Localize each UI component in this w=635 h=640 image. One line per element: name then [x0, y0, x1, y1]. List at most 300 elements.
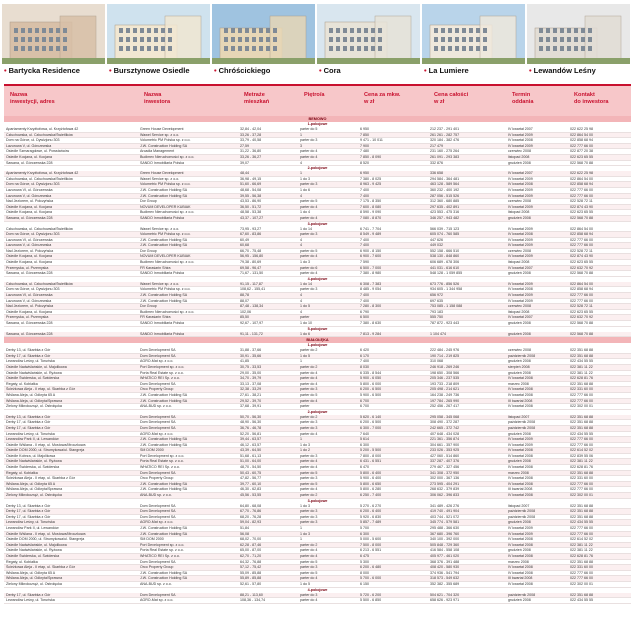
- table-cell: Osiedle Kocjana, ul. Kocjana: [6, 204, 52, 209]
- table-cell: 48,70 - 54,50: [240, 465, 262, 470]
- table-cell: Przemyska, ul. Przemyska: [6, 265, 49, 270]
- table-cell: 022 858 68 94: [570, 287, 593, 292]
- table-cell: 8 590 - 9 090: [360, 210, 382, 215]
- table-cell: IV kwartał 2009: [508, 193, 533, 198]
- table-cell: FR Karaśarin Shira: [140, 315, 171, 320]
- table-cell: 37,68 - 39,91: [240, 404, 262, 409]
- table-cell: 43,53 - 86,90: [240, 199, 262, 204]
- table-cell: 29,00 - 35,00: [240, 370, 262, 375]
- table-cell: 022 568 70 88: [570, 215, 593, 220]
- table-cell: 6 700: [360, 404, 369, 409]
- table-cell: 022 777 66 00: [570, 193, 593, 198]
- table-cell: 505 848 - 729 360: [430, 542, 460, 547]
- table-cell: IV kwartał 2009: [508, 226, 533, 231]
- table-cell: 6 741 - 7 704: [360, 226, 382, 231]
- header-price-total: Cena całości w zł: [434, 92, 469, 105]
- table-cell: IV kwartał 2008: [508, 387, 533, 392]
- table-cell: 39,07: [240, 160, 249, 165]
- header-area: Metraże mieszkań: [244, 92, 270, 105]
- table-cell: 297 635 - 402 891: [430, 204, 460, 209]
- table-cell: Osiedle Świderska, ul. Świderska: [6, 553, 60, 558]
- table-cell: 5 800 - 6 400: [360, 470, 382, 475]
- table-cell: 1: [300, 526, 302, 530]
- table-cell: parter do 3: [300, 453, 318, 458]
- table-cell: 407 648 - 434 028: [430, 431, 460, 436]
- table-cell: 022 858 68 94: [570, 232, 593, 237]
- table-cell: Lewandów Leśny, ul. Toruńska: [6, 598, 55, 603]
- table-cell: 46,30 - 62,83: [240, 487, 262, 492]
- table-cell: 022 434 55 55: [570, 520, 593, 525]
- table-cell: 221 361 - 356 874: [430, 437, 460, 442]
- table-cell: listopad 2008: [508, 210, 530, 215]
- table-cell: 673 776 - 856 526: [430, 281, 460, 286]
- table-cell: Dom Development SA: [140, 470, 176, 475]
- project-photo: [107, 4, 210, 64]
- table-cell: 231 160 - 275 264: [430, 149, 460, 154]
- table-cell: 320 184 - 382 476: [430, 138, 460, 143]
- table-cell: 5 000 - 5 600: [360, 537, 382, 542]
- table-cell: 59,04 - 82,93: [240, 520, 262, 525]
- room-count-heading: 1-pokojowe: [307, 122, 328, 126]
- table-cell: Człuchowska, ul. Człuchowska/Świetlików: [6, 226, 73, 231]
- table-cell: 022 302 00 01: [570, 404, 593, 409]
- table-cell: 4: [300, 309, 302, 314]
- table-cell: 8 549 - 9 489: [360, 232, 382, 237]
- table-cell: IV kwartał 2008: [508, 476, 533, 481]
- table-cell: 022 351 68 88: [570, 425, 593, 430]
- table-cell: 345 774 - 579 581: [430, 520, 460, 525]
- table-cell: 205 498 - 214 621: [430, 387, 460, 392]
- table-cell: Człuchowska, ul. Człuchowska/Świetlików: [6, 281, 73, 286]
- table-cell: Dor Group: [140, 199, 157, 204]
- table-cell: 552 158 - 666 510: [430, 248, 460, 253]
- table-cell: Orco Property Group: [140, 387, 174, 392]
- table-cell: 6 308 - 7 383: [360, 281, 382, 286]
- table-cell: Derby 13, ul. Skarbka z Gór: [6, 414, 51, 419]
- table-cell: 30,91 - 35,66: [240, 353, 262, 358]
- district-heading: BEMOWO: [4, 116, 631, 122]
- table-cell: Nad Jeziorem, ul. Połczyńska: [6, 304, 54, 309]
- table-cell: parter do 3: [300, 425, 318, 430]
- table-cell: 022 874 43 90: [570, 254, 593, 259]
- table-cell: 022 528 72 11: [570, 248, 593, 253]
- table-cell: 1 do 2: [300, 448, 310, 453]
- room-count-heading: 1-pokojowe: [307, 343, 328, 348]
- table-cell: 022 351 68 88: [570, 381, 593, 386]
- table-cell: 022 777 66 00: [570, 398, 593, 403]
- table-cell: 5 900 - 6 050: [360, 376, 382, 381]
- table-cell: Wiślana Aleja, ul. Odkryta 65 A: [6, 570, 56, 575]
- table-cell: 279 467 - 327 456: [430, 465, 460, 470]
- table-cell: Derby 13, ul. Skarbka z Gór: [6, 348, 51, 353]
- table-cell: grudzień 2008: [508, 520, 531, 525]
- table-cell: 6 150: [360, 581, 369, 586]
- table-cell: 7 850: [360, 132, 369, 137]
- table-cell: 50,70 - 56,30: [240, 414, 262, 419]
- table-cell: Wawel Service sp. z o.o.: [140, 281, 180, 286]
- table-cell: 022 331 60 00: [570, 387, 593, 392]
- table-cell: 7 400: [360, 237, 369, 242]
- table-cell: 022 528 72 11: [570, 199, 593, 204]
- table-cell: 108,62 - 155,41: [240, 287, 266, 292]
- project-label: • Bursztynowe Osiedle: [109, 66, 190, 75]
- table-cell: 022 777 66 00: [570, 143, 593, 148]
- table-cell: 022 877 20 38: [570, 149, 593, 154]
- table-cell: 340 100 - 392 000: [430, 537, 460, 542]
- table-cell: marzec 2008: [508, 470, 529, 475]
- table-cell: 6 335 - 8 544: [360, 370, 382, 375]
- table-cell: NOVUM DEVELOPER KUBIAK: [140, 254, 191, 259]
- table-cell: 022 632 70 92: [570, 315, 593, 320]
- table-cell: 8 030: [360, 364, 369, 369]
- table-cell: IV kwartał 2009: [508, 243, 533, 248]
- table-cell: 4: [300, 298, 302, 303]
- table-cell: 306 062 - 396 833: [430, 493, 460, 498]
- table-cell: 606 689 - 678 306: [430, 260, 460, 265]
- table-cell: J.W. Construction Holding SA: [140, 531, 188, 536]
- table-cell: 34,70 - 39,79: [240, 376, 262, 381]
- table-cell: 7 480: [360, 149, 369, 154]
- table-cell: 5 300: [360, 559, 369, 564]
- table-cell: 416 584 - 558 108: [430, 548, 460, 553]
- table-cell: 7 080 - 8 870: [360, 215, 382, 220]
- table-cell: 022 777 66 00: [570, 298, 593, 303]
- table-cell: marzec 2008: [508, 559, 529, 564]
- table-cell: 022 614 52 02: [570, 537, 593, 542]
- table-cell: 88,07: [240, 298, 249, 303]
- table-cell: 73,95 - 93,27: [240, 226, 262, 231]
- table-cell: 5 620 - 6 140: [360, 414, 382, 419]
- project-photo: [527, 4, 630, 64]
- table-cell: Osiedle Kocjana, ul. Kocjana: [6, 154, 52, 159]
- table-cell: 022 623 65 55: [570, 210, 593, 215]
- table-cell: Budimex Nieruchomości sp. z o.o.: [140, 210, 195, 215]
- table-header: [4, 84, 631, 116]
- table-cell: 64,80 - 68,08: [240, 503, 262, 508]
- table-cell: IV kwartał 2007: [508, 171, 533, 176]
- table-cell: 1: [300, 437, 302, 442]
- table-cell: Osiedle Świderska, ul. Świderska: [6, 465, 60, 470]
- table-row: [4, 598, 631, 604]
- table-cell: Volumetric PM Polska sp. z o.o.: [140, 138, 191, 143]
- table-cell: J.W. Construction Holding SA: [140, 398, 188, 403]
- table-cell: 7 400: [360, 293, 369, 298]
- table-cell: IV kwartał 2007: [508, 315, 533, 320]
- table-cell: 022 839 55 06: [570, 453, 593, 458]
- table-cell: 6 213 - 6 551: [360, 548, 382, 553]
- table-cell: 65,00 - 87,00: [240, 548, 262, 553]
- table-cell: 352 382 - 355 689: [430, 581, 460, 586]
- table-cell: 33,26 - 37,28: [240, 132, 262, 137]
- table-cell: 108,36 - 134,74: [240, 598, 266, 603]
- table-cell: 62,70 - 71,20: [240, 553, 262, 558]
- table-cell: parter do 3: [300, 514, 318, 519]
- table-cell: 022 777 66 00: [570, 442, 593, 447]
- table-cell: Dom Development SA: [140, 559, 176, 564]
- table-cell: listopad 2007: [508, 503, 530, 508]
- header-investor: Nazwa inwestora: [144, 92, 171, 105]
- table-cell: Osiedle Nadwiślańskie, ul. Ryżowa: [6, 548, 62, 553]
- table-cell: IV kwartał 2008: [508, 465, 533, 470]
- table-cell: 6 900 - 7 600: [360, 254, 382, 259]
- table-cell: 36,98 - 49,15: [240, 176, 262, 181]
- table-cell: parter do 4: [300, 598, 318, 603]
- table-cell: III kwartał 2008: [508, 487, 533, 492]
- table-cell: 268 632 - 379 839: [430, 487, 460, 492]
- table-cell: Lazurowa VI, ul. Górczewska: [6, 187, 53, 192]
- table-cell: ANA-BUD sp. z o.o.: [140, 404, 172, 409]
- table-cell: Osiedle Nadwiślańskie, ul. Ryżowa: [6, 459, 62, 464]
- table-cell: Derby 17, ul. Skarbka z Gór: [6, 509, 51, 514]
- table-cell: 934 605 - 1 344 958: [430, 287, 463, 292]
- project-photo: [212, 4, 315, 64]
- table-cell: 538 130 - 848 860: [430, 254, 460, 259]
- table-cell: 27,61 - 38,21: [240, 392, 262, 397]
- table-cell: 022 777 66 00: [570, 392, 593, 397]
- table-cell: parter do 4: [300, 149, 318, 154]
- table-cell: IV kwartał 2009: [508, 143, 533, 148]
- table-cell: 5 900 - 6 500: [360, 392, 382, 397]
- table-cell: parter do 5: [300, 199, 318, 204]
- table-cell: Derby 13, ul. Skarbka z Gór: [6, 503, 51, 508]
- table-cell: październik 2008: [508, 425, 536, 430]
- table-cell: 022 434 55 55: [570, 598, 593, 603]
- table-cell: parter do 5: [300, 248, 318, 253]
- table-cell: Dom na Górce, ul. Dywizjonu 303: [6, 182, 60, 187]
- table-cell: IV kwartał 2008: [508, 376, 533, 381]
- table-cell: IV kwartał 2009: [508, 526, 533, 530]
- table-cell: IV kwartał 2008: [508, 138, 533, 143]
- table-cell: Sawana, ul. Górczewska 228: [6, 321, 53, 325]
- table-cell: Sawana, ul. Górczewska 228: [6, 215, 53, 220]
- table-cell: 1 do 6: [300, 331, 310, 336]
- table-cell: IV kwartał 2008: [508, 570, 533, 575]
- table-cell: parter do 4: [300, 553, 318, 558]
- table-cell: J.W. Construction Holding SA: [140, 143, 188, 148]
- table-cell: listopad 2007: [508, 414, 530, 419]
- table-cell: Osiedle Świderska, ul. Świderska: [6, 376, 60, 381]
- table-cell: Green House Development: [140, 127, 184, 131]
- table-cell: IV kwartał 2008: [508, 581, 533, 586]
- table-cell: Porta Real Estate sp. z o.o.: [140, 548, 184, 553]
- table-cell: listopad 2008: [508, 309, 530, 314]
- table-cell: grudzień 2008: [508, 321, 531, 325]
- district-heading: BIAŁOŁĘKA: [4, 337, 631, 343]
- table-cell: parter do 2: [300, 364, 318, 369]
- table-cell: Nad Jeziorem, ul. Połczyńska: [6, 199, 54, 204]
- table-cell: 5 500 - 6 850: [360, 598, 382, 603]
- table-cell: 656 972: [430, 293, 443, 298]
- table-cell: 6 300: [360, 442, 369, 447]
- table-cell: IV kwartał 2008: [508, 232, 533, 237]
- table-cell: IV kwartał 2009: [508, 204, 533, 209]
- table-cell: parter do 2: [300, 542, 318, 547]
- table-cell: Budimex Nieruchomości sp. z o.o.: [140, 260, 195, 265]
- table-cell: parter do 4: [300, 548, 318, 553]
- table-cell: Budimex Nieruchomości sp. z o.o.: [140, 154, 195, 159]
- table-cell: 022 777 66 00: [570, 237, 593, 242]
- table-cell: 1 do 10: [300, 321, 312, 325]
- table-cell: 43,37 - 107,27: [240, 215, 264, 220]
- table-cell: Volumetric PM Polska sp. z o.o.: [140, 182, 191, 187]
- table-cell: Lewandów Park II, ul. Lewandów: [6, 526, 59, 530]
- table-cell: 697 635: [430, 298, 443, 303]
- table-cell: 8 963 - 9 425: [360, 182, 382, 187]
- table-cell: 7 400: [360, 187, 369, 192]
- table-cell: 68,02 - 70,00: [240, 537, 262, 542]
- table-cell: 4: [300, 237, 302, 242]
- table-cell: 022 864 54 00: [570, 132, 593, 137]
- table-cell: 022 351 68 88: [570, 559, 593, 564]
- table-cell: 51,60 - 66,69: [240, 182, 262, 187]
- table-cell: Zielony Mikrokozrąż, ul. Ostrołęcka: [6, 581, 62, 586]
- table-cell: 1: [300, 171, 302, 176]
- table-cell: 360 232 - 400 192: [430, 187, 460, 192]
- table-cell: 79,38 - 80,69: [240, 260, 262, 265]
- table-cell: 6 200 - 6 500: [360, 387, 382, 392]
- table-cell: 39,55 - 56,38: [240, 193, 262, 198]
- table-cell: parter do 4: [300, 576, 318, 581]
- table-cell: 022 351 68 88: [570, 509, 593, 514]
- table-cell: 6 475: [360, 553, 369, 558]
- table-cell: IV kwartał 2007: [508, 265, 533, 270]
- table-cell: Port Development sp. z o.o.: [140, 542, 185, 547]
- table-cell: 463 128 - 589 564: [430, 182, 460, 187]
- table-cell: Apartamenty Krzyżtofowa, ul. Krzyżtofowa 42: [6, 127, 79, 131]
- table-cell: 41,85: [240, 359, 249, 364]
- table-cell: parter do 2: [300, 414, 318, 419]
- header-term: Termin oddania: [512, 92, 534, 105]
- table-cell: 405 977 - 461 020: [430, 553, 460, 558]
- table-cell: 55,89 - 85,88: [240, 576, 262, 581]
- table-cell: 6 300 - 7 000: [360, 425, 382, 430]
- table-cell: 022 777 66 00: [570, 187, 593, 192]
- table-cell: parter do 5: [300, 559, 318, 564]
- room-count-heading: 4-pokojowe: [307, 587, 328, 592]
- table-cell: Osiedle Kocjana, ul. Kocjana: [6, 309, 52, 314]
- room-count-heading: 5-pokojowe: [307, 326, 328, 331]
- table-cell: 6 170: [360, 353, 369, 358]
- table-cell: parter do 5: [300, 570, 318, 575]
- table-cell: grudzień 2008: [508, 598, 531, 603]
- table-cell: 60,49: [240, 237, 249, 242]
- table-cell: NOVUM DEVELOPER KUBIAK: [140, 204, 191, 209]
- table-cell: 7 380 - 8 025: [360, 176, 382, 181]
- table-cell: Zielony Mikrokozrąż, ul. Ostrołęcka: [6, 404, 62, 409]
- table-cell: AGRO-Mat sp. z o.o.: [140, 359, 174, 364]
- table-cell: Dom Development SA: [140, 509, 176, 514]
- table-cell: parter do 3: [300, 509, 318, 514]
- table-cell: J.W. Construction Holding SA: [140, 437, 188, 442]
- table-cell: 022 777 66 00: [570, 293, 593, 298]
- table-cell: parter do 4: [300, 204, 318, 209]
- table-cell: 7 400: [360, 359, 369, 364]
- table-cell: 304 661 - 357 900: [430, 442, 460, 447]
- table-cell: parter do 6: [300, 265, 318, 270]
- table-cell: 5 857 - 7 489: [360, 520, 382, 525]
- table-cell: Wiślana Aleja, ul. Odkryta/Sprawna: [6, 576, 63, 581]
- table-cell: 7 380 - 8 630: [360, 321, 382, 325]
- table-cell: 022 777 66 00: [570, 481, 593, 486]
- table-cell: Lazurowa VI, ul. Górczewska: [6, 293, 53, 298]
- table-cell: WHATICO REI Sp. z o.o.: [140, 553, 180, 558]
- table-cell: IV kwartał 2009: [508, 187, 533, 192]
- table-cell: 55,09 - 85,88: [240, 570, 262, 575]
- table-cell: Derby 17, ul. Skarbka z Gór: [6, 514, 51, 519]
- table-cell: grudzień 2008: [508, 160, 531, 165]
- table-cell: 92,67 - 107,97: [240, 321, 264, 325]
- table-cell: 022 351 68 88: [570, 470, 593, 475]
- table-cell: 022 632 70 92: [570, 265, 593, 270]
- table-cell: 217 479: [430, 143, 443, 148]
- table-cell: 022 351 68 88: [570, 353, 593, 358]
- table-cell: Wawel Service sp. z o.o.: [140, 132, 180, 137]
- table-cell: 022 777 66 00: [570, 526, 593, 530]
- table-cell: 5 800 - 6 280: [360, 487, 382, 492]
- table-cell: J.W. Construction Holding SA: [140, 187, 188, 192]
- table-cell: 605 074 - 760 585: [430, 232, 460, 237]
- table-cell: 022 864 54 00: [570, 176, 593, 181]
- table-cell: IV kwartał 2008: [508, 404, 533, 409]
- table-cell: 294 584 - 364 481: [430, 176, 460, 181]
- table-cell: parter do 2: [300, 493, 318, 498]
- table-cell: WHATICO REI Sp. z o.o.: [140, 465, 180, 470]
- table-cell: 318 573 - 549 632: [430, 576, 460, 581]
- table-cell: Dom Development SA: [140, 348, 176, 353]
- table-cell: grudzień 2008: [508, 459, 531, 464]
- table-cell: IV kwartał 2008: [508, 182, 533, 187]
- table-cell: 5 800 - 6 650: [360, 481, 382, 486]
- table-cell: Osiedle Wiślana - II etap, ul. Mostowa/Mroczkowa: [6, 442, 86, 447]
- table-cell: parter do 4: [300, 465, 318, 470]
- table-cell: SANDO Inmobiliaria Polska: [140, 321, 184, 325]
- table-cell: 190 714 - 219 825: [430, 353, 460, 358]
- table-cell: 212 237 - 291 401: [430, 127, 460, 131]
- table-cell: Apartamenty Krzyżtofowa, ul. Krzyżtofowa 42: [6, 171, 79, 176]
- table-cell: Wiślana Aleja, ul. Odkryta/Sprawna: [6, 487, 63, 492]
- table-cell: Wiślana Aleja, ul. Odkryta 65 A: [6, 392, 56, 397]
- table-cell: 51,84: [240, 526, 249, 530]
- table-cell: IV kwartał 2008: [508, 553, 533, 558]
- table-cell: parter do 3: [300, 520, 318, 525]
- table-cell: J.W. Construction Holding SA: [140, 193, 188, 198]
- table-cell: Dom Development SA: [140, 414, 176, 419]
- table-cell: 1: [300, 359, 302, 364]
- table-cell: 022 568 70 88: [570, 160, 593, 165]
- table-cell: 4: [300, 160, 302, 165]
- table-cell: 102,06: [240, 309, 251, 314]
- project-photo: [2, 4, 105, 64]
- table-cell: grudzień 2008: [508, 431, 531, 436]
- table-cell: Dom Development SA: [140, 425, 176, 430]
- table-cell: IV kwartał 2008: [508, 537, 533, 542]
- table-cell: parter do 4: [300, 370, 318, 375]
- table-cell: 341 489 - 426 276: [430, 503, 460, 508]
- table-cell: Budimex Nieruchomości sp. z o.o.: [140, 309, 195, 314]
- table-cell: 308 490 - 372 287: [430, 420, 460, 425]
- table-cell: parter: [300, 315, 310, 320]
- table-cell: 302 000 - 367 136: [430, 476, 460, 481]
- room-count-heading: 3-pokojowe: [307, 221, 328, 226]
- table-cell: Lewandów Leśny, ul. Toruńska: [6, 431, 55, 436]
- table-cell: IV kwartał 2008: [508, 453, 533, 458]
- table-cell: marzec 2008: [508, 381, 529, 386]
- table-cell: III kwartał 2008: [508, 576, 533, 581]
- table-cell: IV kwartał 2008: [508, 287, 533, 292]
- table-cell: Derby 17, ul. Skarbka z Gór: [6, 425, 51, 430]
- table-cell: 62,28 - 87,46: [240, 542, 262, 547]
- table-cell: 56,08: [240, 531, 249, 536]
